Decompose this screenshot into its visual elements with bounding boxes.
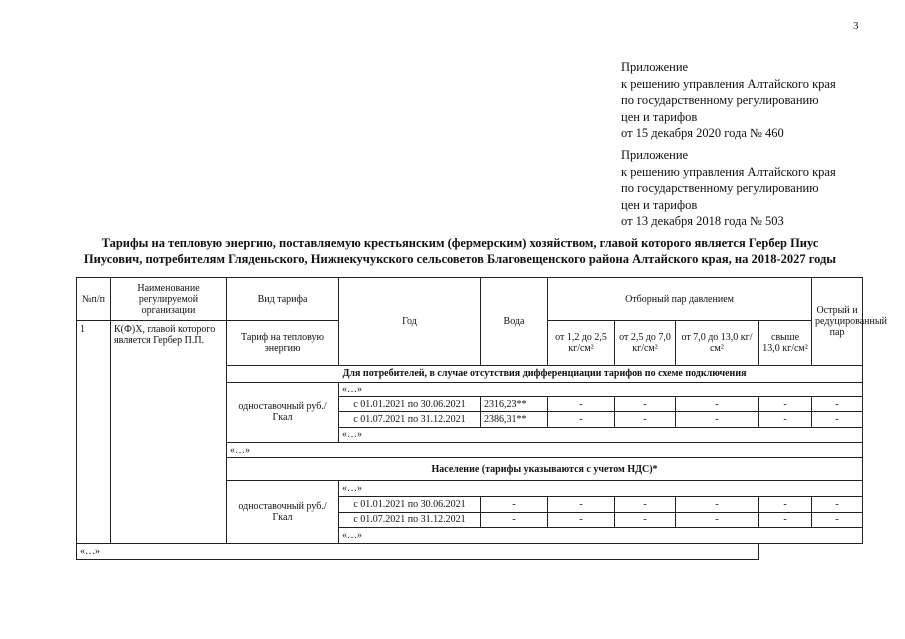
row-number: 1 bbox=[77, 321, 111, 543]
header-org: Наименование регулируемой организации bbox=[111, 278, 227, 321]
appendix-line: по государственному регулированию bbox=[621, 93, 819, 107]
value-cell: - bbox=[676, 512, 759, 527]
ellipsis: «…» bbox=[77, 543, 759, 560]
title-line-1: Тарифы на тепловую энергию, поставляемую крестьянским (фермерским) хозяйством, главой которого является Гербер Пиус bbox=[101, 236, 819, 250]
value-cell: - bbox=[812, 412, 863, 427]
section-2-title: Население (тарифы указываются с учетом НДС)* bbox=[227, 458, 863, 481]
value-cell: - bbox=[615, 412, 676, 427]
value-cell: - bbox=[615, 396, 676, 411]
header-num: №п/п bbox=[77, 278, 111, 321]
appendix-line: Приложение bbox=[621, 148, 689, 162]
appendix-line: к решению управления Алтайского края bbox=[621, 76, 836, 91]
tariff-table bbox=[76, 277, 887, 560]
header-steam-col-1: от 1,2 до 2,5 кг/см² bbox=[548, 321, 615, 366]
section-2-tariff-type: одноставочный руб./Гкал bbox=[227, 480, 339, 543]
appendix-line: цен и тарифов bbox=[621, 197, 698, 212]
header-year: Год bbox=[339, 278, 481, 366]
appendix-block-original bbox=[621, 147, 836, 230]
value-cell: - bbox=[548, 512, 615, 527]
header-sharp-steam: Острый и редуцированный пар bbox=[812, 278, 863, 366]
period-cell: с 01.07.2021 по 31.12.2021 bbox=[339, 512, 481, 527]
header-steam-col-4: свыше 13,0 кг/см² bbox=[759, 321, 812, 366]
value-cell: - bbox=[615, 512, 676, 527]
appendix-line: от 13 декабря 2018 года № 503 bbox=[621, 214, 784, 228]
header-tariff-type: Вид тарифа bbox=[227, 278, 339, 321]
appendix-block-current bbox=[621, 59, 836, 142]
value-cell: - bbox=[548, 396, 615, 411]
value-cell: - bbox=[759, 512, 812, 527]
water-value: - bbox=[481, 512, 548, 527]
value-cell: - bbox=[759, 497, 812, 512]
water-value: 2316,23** bbox=[481, 396, 548, 411]
org-name: К(Ф)Х, главой которого является Гербер П.П. bbox=[111, 321, 227, 543]
period-cell: с 01.07.2021 по 31.12.2021 bbox=[339, 412, 481, 427]
header-steam-col-2: от 2,5 до 7,0 кг/см² bbox=[615, 321, 676, 366]
section-1-title: Для потребителей, в случае отсутствия дифференциации тарифов по схеме подключения bbox=[227, 366, 863, 382]
value-cell: - bbox=[548, 412, 615, 427]
value-cell: - bbox=[759, 412, 812, 427]
value-cell: - bbox=[676, 412, 759, 427]
header-water: Вода bbox=[481, 278, 548, 366]
page-number: 3 bbox=[853, 20, 859, 32]
period-cell: с 01.01.2021 по 30.06.2021 bbox=[339, 396, 481, 411]
section-1-tariff-type: одноставочный руб./Гкал bbox=[227, 382, 339, 442]
water-value: 2386,31** bbox=[481, 412, 548, 427]
appendix-line: от 15 декабря 2020 года № 460 bbox=[621, 126, 784, 140]
document-title bbox=[60, 236, 860, 267]
header-steam-col-3: от 7,0 до 13,0 кг/см² bbox=[676, 321, 759, 366]
value-cell: - bbox=[812, 497, 863, 512]
value-cell: - bbox=[676, 396, 759, 411]
value-cell: - bbox=[812, 512, 863, 527]
title-line-2: Пиусович, потребителям Гляденьского, Нижнекучукского сельсоветов Благовещенского района Алтайского края, на 2018-2027 годы bbox=[83, 251, 837, 266]
appendix-line: к решению управления Алтайского края bbox=[621, 164, 836, 179]
ellipsis: «…» bbox=[339, 382, 863, 396]
value-cell: - bbox=[812, 396, 863, 411]
appendix-line: по государственному регулированию bbox=[621, 181, 819, 195]
ellipsis: «…» bbox=[339, 480, 863, 496]
value-cell: - bbox=[548, 497, 615, 512]
value-cell: - bbox=[676, 497, 759, 512]
appendix-line: Приложение bbox=[621, 60, 689, 74]
ellipsis: «…» bbox=[227, 443, 863, 458]
value-cell: - bbox=[759, 396, 812, 411]
value-cell: - bbox=[615, 497, 676, 512]
ellipsis: «…» bbox=[339, 427, 863, 442]
ellipsis: «…» bbox=[339, 528, 863, 543]
water-value: - bbox=[481, 497, 548, 512]
appendix-line: цен и тарифов bbox=[621, 109, 698, 124]
period-cell: с 01.01.2021 по 30.06.2021 bbox=[339, 497, 481, 512]
header-steam: Отборный пар давлением bbox=[548, 278, 812, 321]
tariff-label: Тариф на тепловую энергию bbox=[227, 321, 339, 366]
